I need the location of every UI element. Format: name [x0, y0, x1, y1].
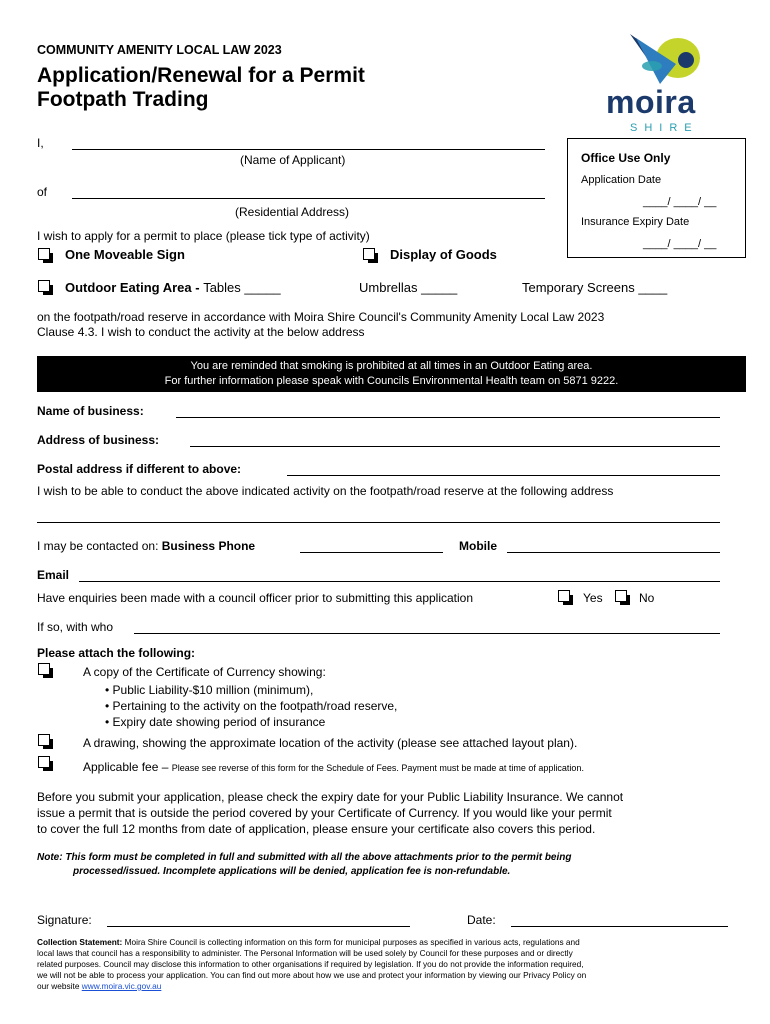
tables-field[interactable]: Tables _____: [203, 280, 281, 295]
website-link[interactable]: www.moira.vic.gov.au: [81, 981, 162, 991]
enquiry-no-label: No: [639, 591, 655, 605]
notice-line-2: For further information please speak with Councils Environmental Health team on 5871 9222.: [164, 375, 619, 387]
email-field[interactable]: [79, 581, 720, 582]
email-label: Email: [37, 568, 70, 582]
moira-shire-logo: [600, 30, 730, 140]
insurance-expiry-field[interactable]: ____/ ____/ __: [643, 238, 717, 250]
display-goods-label: Display of Goods: [390, 247, 497, 262]
business-name-field[interactable]: [176, 417, 720, 418]
attach-title: Please attach the following:: [37, 646, 196, 660]
collection-line-3: related purposes. Council may disclose this information to other organisations if required by legislation. If you do not provide the information required,: [37, 959, 584, 969]
enquiry-text: Have enquiries been made with a council officer prior to submitting this application: [37, 591, 474, 605]
collection-line-5: [37, 981, 161, 991]
mobile-field[interactable]: [507, 552, 720, 553]
certificate-checkbox[interactable]: [38, 663, 50, 675]
collection-line-1: [37, 937, 580, 947]
insurance-line-1: Before you submit your application, please check the expiry date for your Public Liability Insurance. We cannot: [37, 790, 624, 804]
collection-text-5: our website: [37, 981, 82, 991]
logo-name: moira: [606, 84, 696, 120]
clause-line-2: Clause 4.3. I wish to conduct the activity at the below address: [37, 325, 365, 339]
enquiry-yes-checkbox[interactable]: [558, 590, 570, 602]
name-caption: (Name of Applicant): [240, 153, 346, 167]
title-line-2: Footpath Trading: [37, 88, 209, 111]
fee-main: Applicable fee –: [83, 760, 172, 774]
contact-row: [37, 539, 255, 553]
fee-detail: Please see reverse of this form for the Schedule of Fees. Payment must be made at time of application.: [171, 763, 584, 773]
title-line-1: Application/Renewal for a Permit: [37, 64, 365, 87]
outdoor-eating-label: Outdoor Eating Area -: [65, 280, 204, 295]
outdoor-eating-checkbox[interactable]: [38, 280, 50, 292]
activity-address-field[interactable]: [37, 522, 720, 523]
umbrellas-field[interactable]: Umbrellas _____: [359, 280, 458, 295]
address-caption: (Residential Address): [235, 205, 350, 219]
fee-item: [83, 758, 584, 776]
business-address-field[interactable]: [190, 446, 720, 447]
bullet-1-text: Public Liability-$10 million (minimum),: [112, 683, 314, 697]
signature-label: Signature:: [37, 913, 92, 927]
collection-line-4: we will not be able to process your application. You can find out more about how we use and protect your information by viewing our Privacy Policy on: [37, 970, 587, 980]
contacted-label: I may be contacted on:: [37, 539, 162, 553]
activity-address-text: I wish to be able to conduct the above indicated activity on the footpath/road reserve at the following address: [37, 484, 614, 498]
bullet-1: • Public Liability-$10 million (minimum),: [105, 683, 314, 697]
postal-address-label: Postal address if different to above:: [37, 462, 242, 476]
notice-line-1: You are reminded that smoking is prohibited at all times in an Outdoor Eating area.: [190, 360, 593, 372]
postal-address-field[interactable]: [287, 475, 720, 476]
drawing-item: A drawing, showing the approximate location of the activity (please see attached layout plan).: [83, 736, 578, 750]
office-use-title: Office Use Only: [581, 151, 671, 165]
insurance-line-2: issue a permit that is outside the period covered by your Certificate of Currency. If you would like your permit: [37, 806, 612, 820]
signature-field[interactable]: [107, 926, 410, 927]
collection-text-1: Moira Shire Council is collecting information on this form for municipal purposes as specified in various acts, regulations and: [122, 937, 580, 947]
clause-line-1: on the footpath/road reserve in accordance with Moira Shire Council's Community Amenity Local Law 2023: [37, 310, 605, 324]
business-phone-field[interactable]: [300, 552, 443, 553]
bullet-3-text: Expiry date showing period of insurance: [112, 715, 326, 729]
insurance-line-3: to cover the full 12 months from date of application, please ensure your certificate also covers this period.: [37, 822, 596, 836]
applicant-name-field[interactable]: [72, 149, 545, 150]
insurance-expiry-label: Insurance Expiry Date: [581, 216, 690, 228]
law-heading: COMMUNITY AMENITY LOCAL LAW 2023: [37, 43, 282, 57]
display-goods-checkbox[interactable]: [363, 248, 375, 260]
collection-line-2: local laws that council has a responsibility to administer. The Personal Information will be used solely by Council for these purposes and or directly: [37, 948, 573, 958]
i-label: I,: [37, 136, 44, 150]
business-name-label: Name of business:: [37, 404, 144, 418]
enquiry-yes-label: Yes: [583, 591, 603, 605]
residential-address-field[interactable]: [72, 198, 545, 199]
application-date-label: Application Date: [581, 174, 662, 186]
outdoor-eating-row: [65, 280, 281, 295]
enquiry-no-checkbox[interactable]: [615, 590, 627, 602]
collection-bold: Collection Statement:: [37, 937, 123, 947]
certificate-item: A copy of the Certificate of Currency showing:: [83, 665, 326, 679]
moveable-sign-label: One Moveable Sign: [65, 247, 185, 262]
with-who-label: If so, with who: [37, 620, 114, 634]
fee-checkbox[interactable]: [38, 756, 50, 768]
date-label: Date:: [467, 913, 496, 927]
business-address-label: Address of business:: [37, 433, 160, 447]
application-date-field[interactable]: ____/ ____/ __: [643, 196, 717, 208]
with-who-field[interactable]: [134, 633, 720, 634]
drawing-checkbox[interactable]: [38, 734, 50, 746]
of-label: of: [37, 185, 48, 199]
moveable-sign-checkbox[interactable]: [38, 248, 50, 260]
smoking-notice-banner: [37, 356, 746, 392]
logo-mark-icon: [600, 30, 730, 92]
business-phone-label: Business Phone: [161, 539, 256, 553]
logo-sub: SHIRE: [630, 122, 699, 134]
office-use-box: [567, 138, 746, 258]
apply-text: I wish to apply for a permit to place (please tick type of activity): [37, 229, 370, 243]
mobile-label: Mobile: [459, 539, 497, 553]
note-line-1: Note: This form must be completed in full and submitted with all the above attachments prior to the permit being: [37, 852, 572, 863]
bullet-3: • Expiry date showing period of insurance: [105, 715, 326, 729]
temporary-screens-field[interactable]: Temporary Screens ____: [522, 280, 668, 295]
note-line-2: processed/issued. Incomplete applications will be denied, application fee is non-refundable.: [73, 866, 511, 877]
bullet-2: • Pertaining to the activity on the footpath/road reserve,: [105, 699, 398, 713]
bullet-2-text: Pertaining to the activity on the footpath/road reserve,: [112, 699, 398, 713]
date-field[interactable]: [511, 926, 728, 927]
